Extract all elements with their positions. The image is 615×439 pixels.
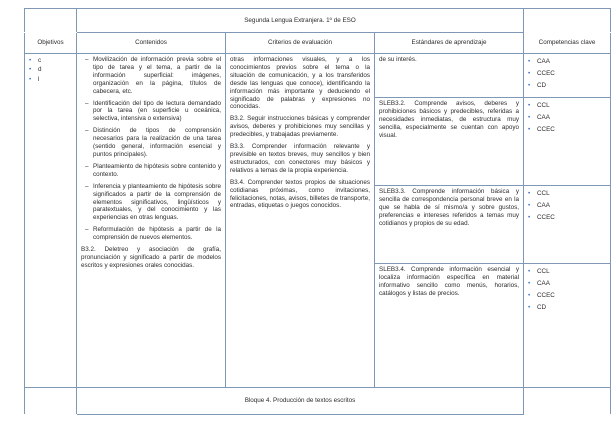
competencias-list [528,100,607,136]
competencia-item: • CAA [528,278,607,290]
competencias-block [524,98,611,186]
competencias-list [528,188,607,224]
competencias-block [524,186,611,264]
competencia-item: • CCL [528,100,607,112]
contenido-code-item: B3.2. Deletreo y asociación de grafía, pronunciación y significado a partir de modelos escritos y expresiones orales conocidas. [81,246,221,269]
objetivos-list [29,56,72,84]
footer-block-title: Bloque 4. Producción de textos escritos [77,388,524,415]
estandar-block [375,186,523,264]
competencias-block [524,264,611,388]
criterios-cell [226,54,375,388]
header-contenidos: Contenidos [77,33,226,54]
competencia-item: • CCEC [528,124,607,136]
objetivo-item: • d [29,65,72,74]
estandares-competencias-cell [375,54,611,388]
competencias-block [524,54,611,98]
criterio-item: B3.3. Comprender información relevante y previsible en textos breves, muy sencillos y bien estructurados, con conectores muy básicos y relativos a temas de la propia experiencia. [230,143,370,174]
competencia-item: • CD [528,80,607,92]
estandar-text: SLEB3.3. Comprende información básica y sencilla de correspondencia personal breve en la que se habla de sí mismo/a y sobre gustos, preferencias e intereses referidos a temas muy cotidianos y propios de su edad. [379,188,519,227]
blank-footer-right [524,388,611,415]
curriculum-table [24,8,611,415]
estandar-block [375,264,523,388]
competencia-item: • CCEC [528,290,607,302]
blank-corner [25,9,77,33]
contenido-item: – Planteamiento de hipótesis sobre contenido y contexto. [81,163,221,179]
criterio-item: B3.4. Comprender textos propios de situaciones cotidianas próximas, como invitaciones, felicitaciones, notas, avisos, billetes de transporte, entradas, etiquetas o juegos conocidos. [230,178,371,210]
table-title: Segunda Lengua Extranjera. 1º de ESO [77,9,524,33]
contenidos-cell [77,54,226,388]
objetivos-cell [25,54,77,388]
contenidos-list [81,56,221,270]
estandar-block [375,98,523,186]
competencia-item: • CCL [528,188,607,200]
competencia-item: • CAA [528,200,607,212]
header-criterios: Criterios de evaluación [226,33,375,54]
contenido-item: – Reformulación de hipótesis a partir de la comprensión de nuevos elementos. [81,226,221,242]
header-objetivos: Objetivos [25,33,77,54]
estandares-column [375,54,524,388]
estandar-text: de su interés. [379,56,417,63]
competencia-item: • CD [528,302,607,314]
competencias-list [528,266,607,314]
criterio-item: B3.2. Seguir instrucciones básicas y comprender avisos, deberes y prohibiciones muy sencillas y predecibles, y trabajadas previamente. [230,115,370,139]
contenido-item: – Distinción de tipos de comprensión necesarios para la realización de una tarea (sentido general, información esencial y puntos principales). [81,127,221,159]
competencia-item: • CCL [528,266,607,278]
competencia-item: • CCEC [528,212,607,224]
header-estandares: Estándares de aprendizaje [375,33,524,54]
competencia-item: • CAA [528,56,607,68]
contenido-item: – Identificación del tipo de lectura demandado por la tarea (en superficie u oceánica, selectiva, intensiva o extensiva) [81,100,221,124]
blank-footer-left [25,388,77,415]
competencias-list [528,56,607,92]
competencia-item: • CAA [528,112,607,124]
objetivo-item: • c [29,56,72,65]
header-competencias: Competencias clave [524,33,611,54]
criterio-item: otras informaciones visuales, y a los conocimientos previos sobre el tema o la situación de comunicación, y a los transferidos desde las lenguas que conoce), identificando la información más importante y deduciendo el significado de palabras y expresiones no conocidas. [230,56,370,111]
competencias-column [524,54,611,388]
competencia-item: • CCEC [528,68,607,80]
blank-corner-right [524,9,611,33]
estandar-text: SLEB3.2. Comprende avisos, deberes y prohibiciones básicos y predecibles, referidas a necesidades inmediatas, de estructura muy sencilla, especialmente se cuentan con apoyo visual. [379,100,519,139]
contenido-item: – Movilización de información previa sobre el tipo de tarea y el tema, a partir de la información superficial: imágenes, organización en la página, títulos de cabecera, etc. [81,56,221,96]
estandar-text: SLEB3.4. Comprende información esencial y localiza información específica en material informativo sencillo como menús, horarios, catálogos y listas de precios. [379,266,519,297]
contenido-item: – Inferencia y planteamiento de hipótesis sobre significados a partir de la comprensión de elementos significativos, lingüísticos y paratextuales, y del conocimiento y las experiencias en otras lenguas. [81,183,221,223]
estandar-block [375,54,523,98]
objetivo-item: • l [29,75,72,84]
